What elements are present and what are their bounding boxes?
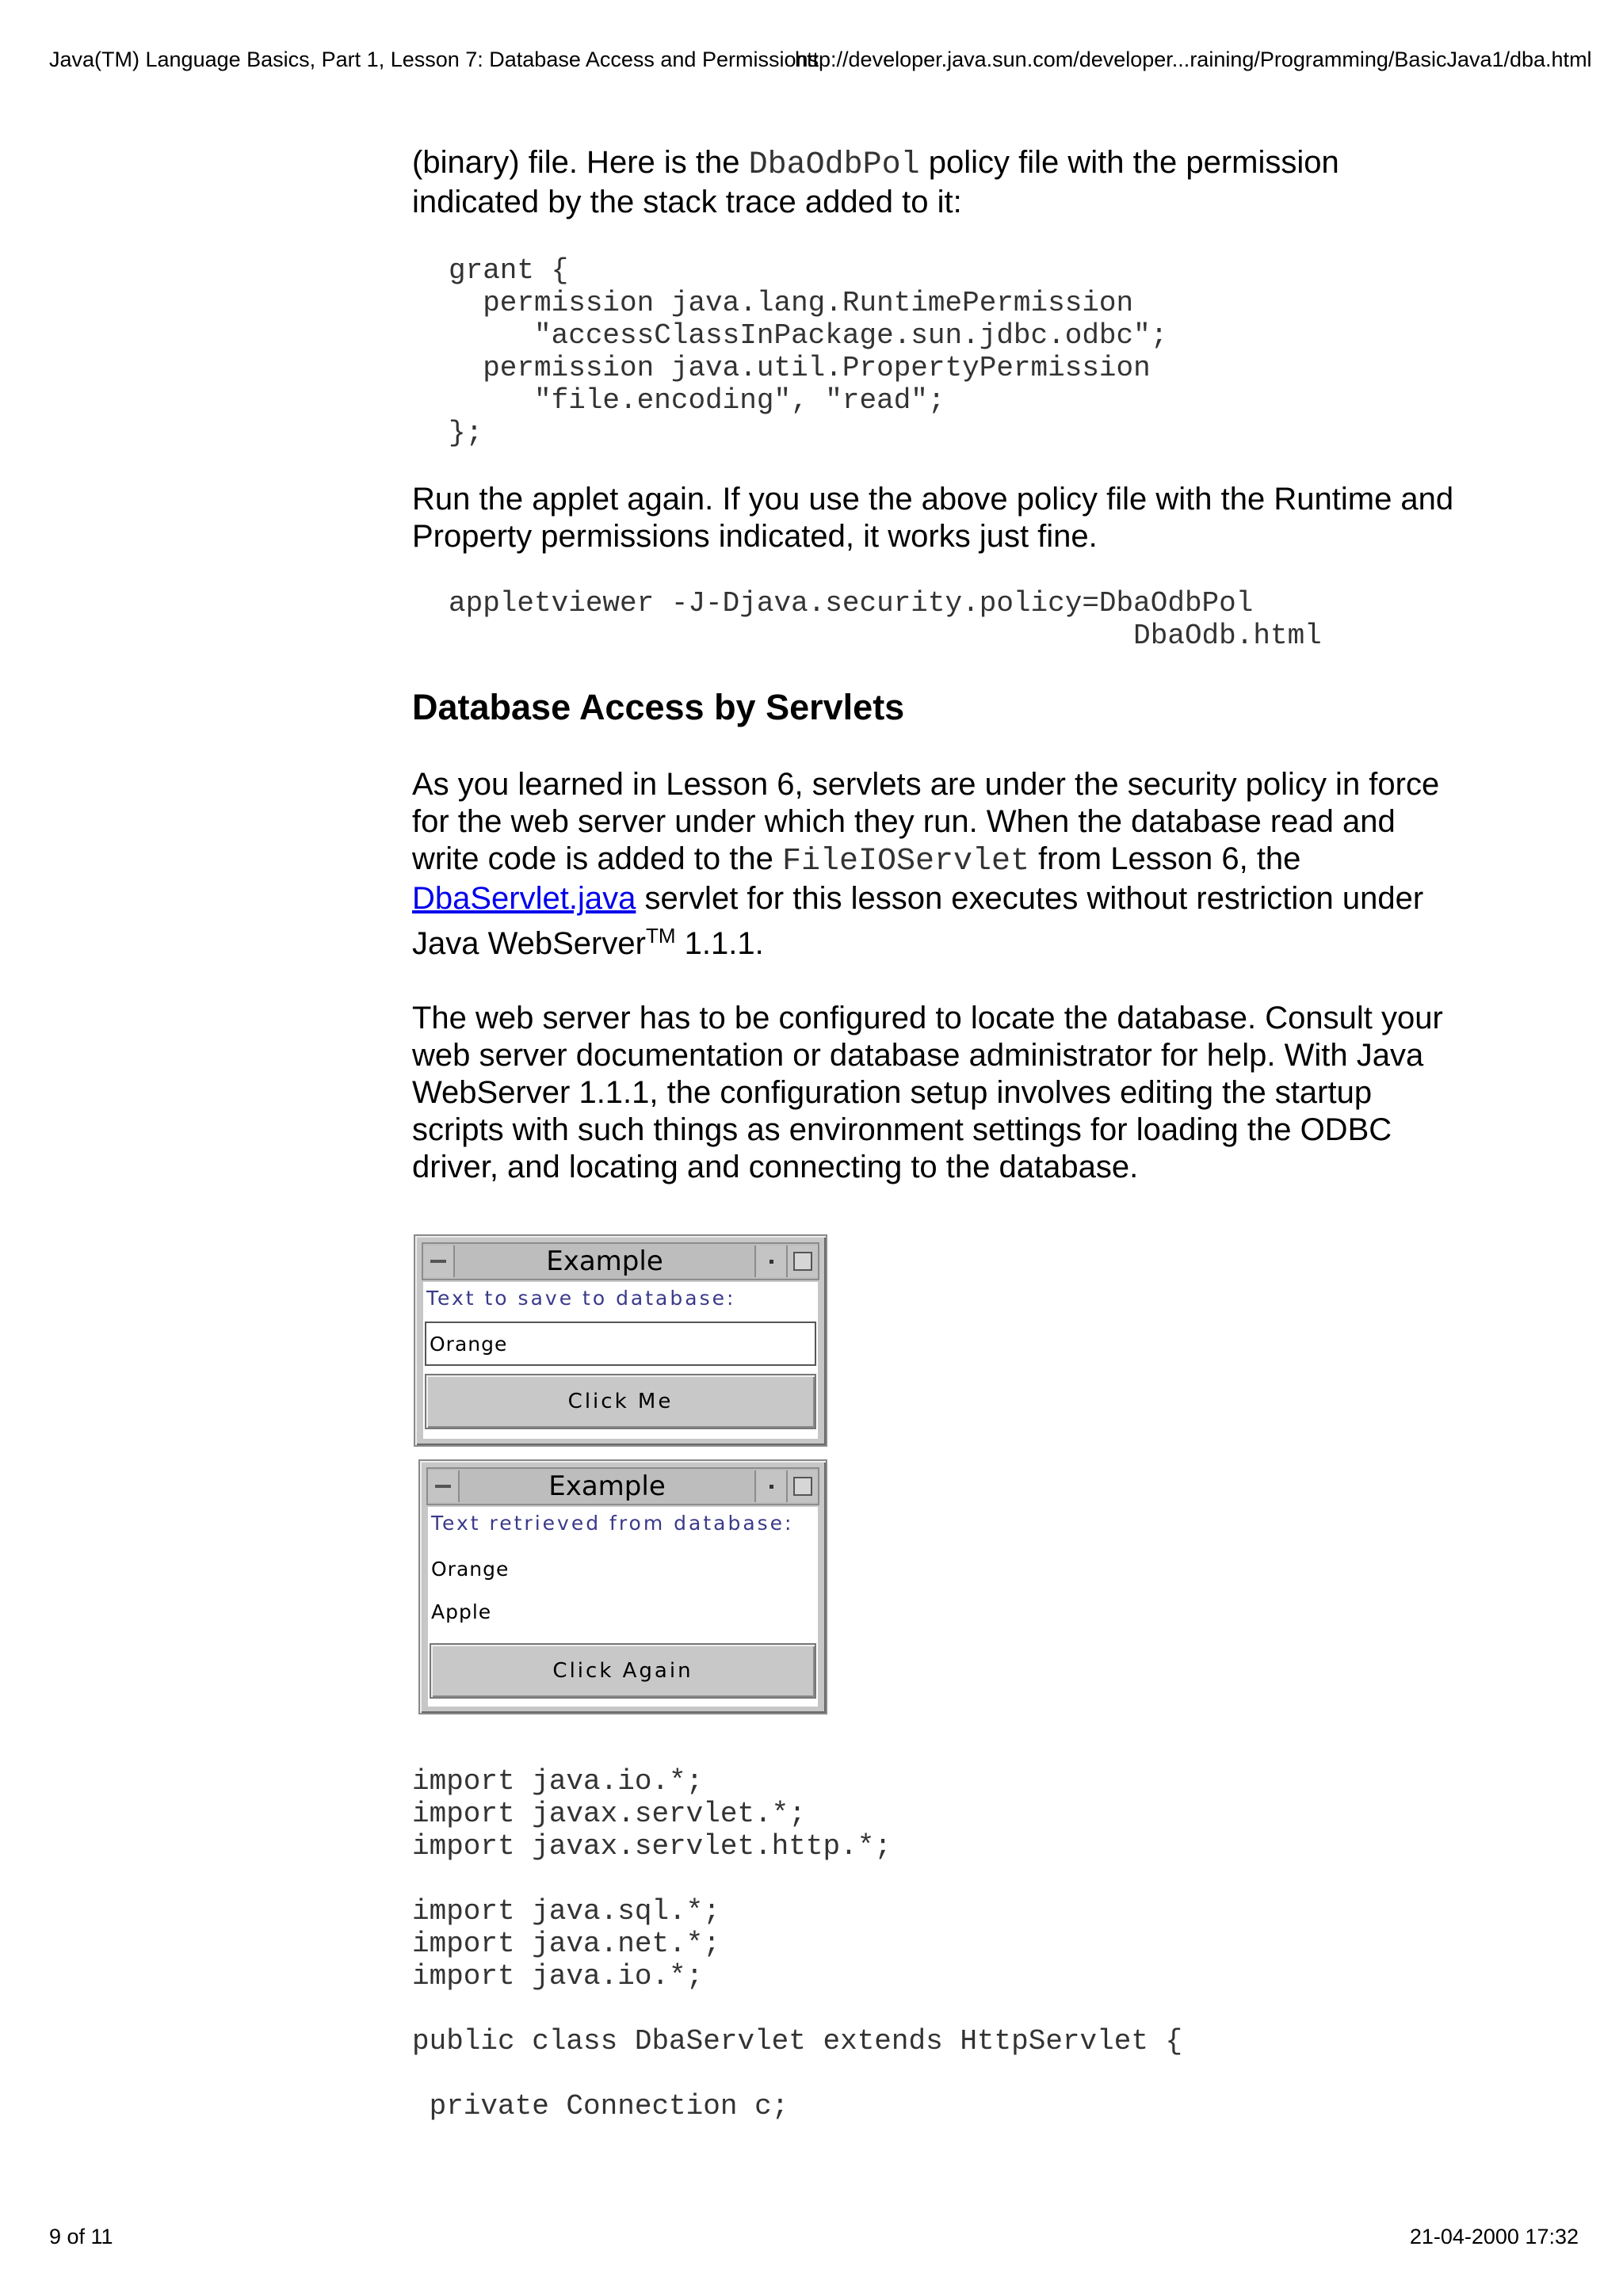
maximize-button[interactable] — [786, 1245, 818, 1277]
page-title: Java(TM) Language Basics, Part 1, Lesson 7: Database Access and Permissions — [49, 48, 819, 71]
intro-text-after: policy file with the permission indicated by the stack trace added to it: — [412, 145, 1339, 219]
page-url: http://developer.java.sun.com/developer...raining/Programming/BasicJava1/dba.html — [795, 48, 1592, 71]
maximize-button[interactable] — [786, 1470, 818, 1502]
menu-bar-icon — [430, 1260, 446, 1263]
save-label: Text to save to database: — [426, 1287, 736, 1310]
menu-bar-icon — [435, 1485, 451, 1488]
retrieved-item: Orange — [431, 1558, 510, 1581]
minimize-icon — [769, 1260, 773, 1264]
intro-paragraph — [412, 144, 1522, 221]
config-paragraph: The web server has to be configured to locate the database. Consult your web server documentation or database administrator for help. With Java WebServer 1.1.1, the configuration setup involves editing the startup scripts with such things as environment settings for loading the ODBC driver, and locating and connecting to the database. — [412, 1001, 1443, 1184]
servlet-text-2: from Lesson 6, the — [1038, 841, 1301, 876]
applet-window-retrieve — [418, 1459, 827, 1714]
maximize-icon — [793, 1252, 812, 1271]
window-title: Example — [546, 1245, 663, 1277]
window-title: Example — [548, 1470, 666, 1502]
dbaservlet-link[interactable]: DbaServlet.java — [412, 881, 636, 916]
applet-window-save — [414, 1234, 827, 1447]
applet-panel — [428, 1507, 818, 1707]
intro-text-before: (binary) file. Here is the — [412, 145, 749, 180]
section-heading: Database Access by Servlets — [412, 687, 905, 727]
minimize-button[interactable] — [754, 1245, 786, 1277]
retrieved-label: Text retrieved from database: — [431, 1512, 794, 1535]
policy-file-name: DbaOdbPol — [748, 147, 920, 183]
servlet-paragraph — [412, 766, 1522, 963]
text-input-field[interactable]: Orange — [425, 1322, 816, 1366]
trademark-mark: TM — [645, 924, 676, 948]
print-timestamp: 21-04-2000 17:32 — [1409, 2225, 1579, 2248]
minimize-button[interactable] — [754, 1470, 786, 1502]
appletviewer-command: appletviewer -J-Djava.security.policy=DbaOdbPol DbaOdb.html — [449, 587, 1322, 652]
applet-panel — [423, 1282, 818, 1439]
maximize-icon — [793, 1477, 812, 1496]
servlet-text-1: As you learned in Lesson 6, servlets are under the security policy in force for the web server under which they run. When the database read and write code is added to the — [412, 767, 1440, 876]
click-me-button[interactable]: Click Me — [425, 1374, 816, 1429]
window-titlebar — [426, 1467, 819, 1505]
page-number: 9 of 11 — [49, 2225, 113, 2248]
fileio-servlet-code: FileIOServlet — [781, 844, 1030, 879]
retrieved-item: Apple — [431, 1600, 492, 1623]
window-menu-button[interactable] — [423, 1245, 455, 1277]
minimize-icon — [769, 1485, 773, 1489]
policy-code-block: grant { permission java.lang.RuntimePermission "accessClassInPackage.sun.jdbc.odbc"; permission java.util.PropertyPermission "file.encoding", "read"; }; — [449, 254, 1168, 449]
window-menu-button[interactable] — [428, 1470, 460, 1502]
main-content — [412, 144, 1522, 1186]
window-titlebar — [422, 1242, 819, 1280]
run-paragraph: Run the applet again. If you use the above policy file with the Runtime and Property permissions indicated, it works just fine. — [412, 482, 1454, 554]
servlet-text-3: servlet for this lesson executes without restriction under Java WebServer — [412, 881, 1424, 961]
click-again-button[interactable]: Click Again — [430, 1643, 816, 1699]
servlet-text-4: 1.1.1. — [675, 926, 764, 961]
servlet-code-block: import java.io.*; import javax.servlet.*; import javax.servlet.http.*; import java.sql.*; import java.net.*; import java.io.*; public class DbaServlet extends HttpServlet { private Connection c; — [412, 1765, 1183, 2122]
